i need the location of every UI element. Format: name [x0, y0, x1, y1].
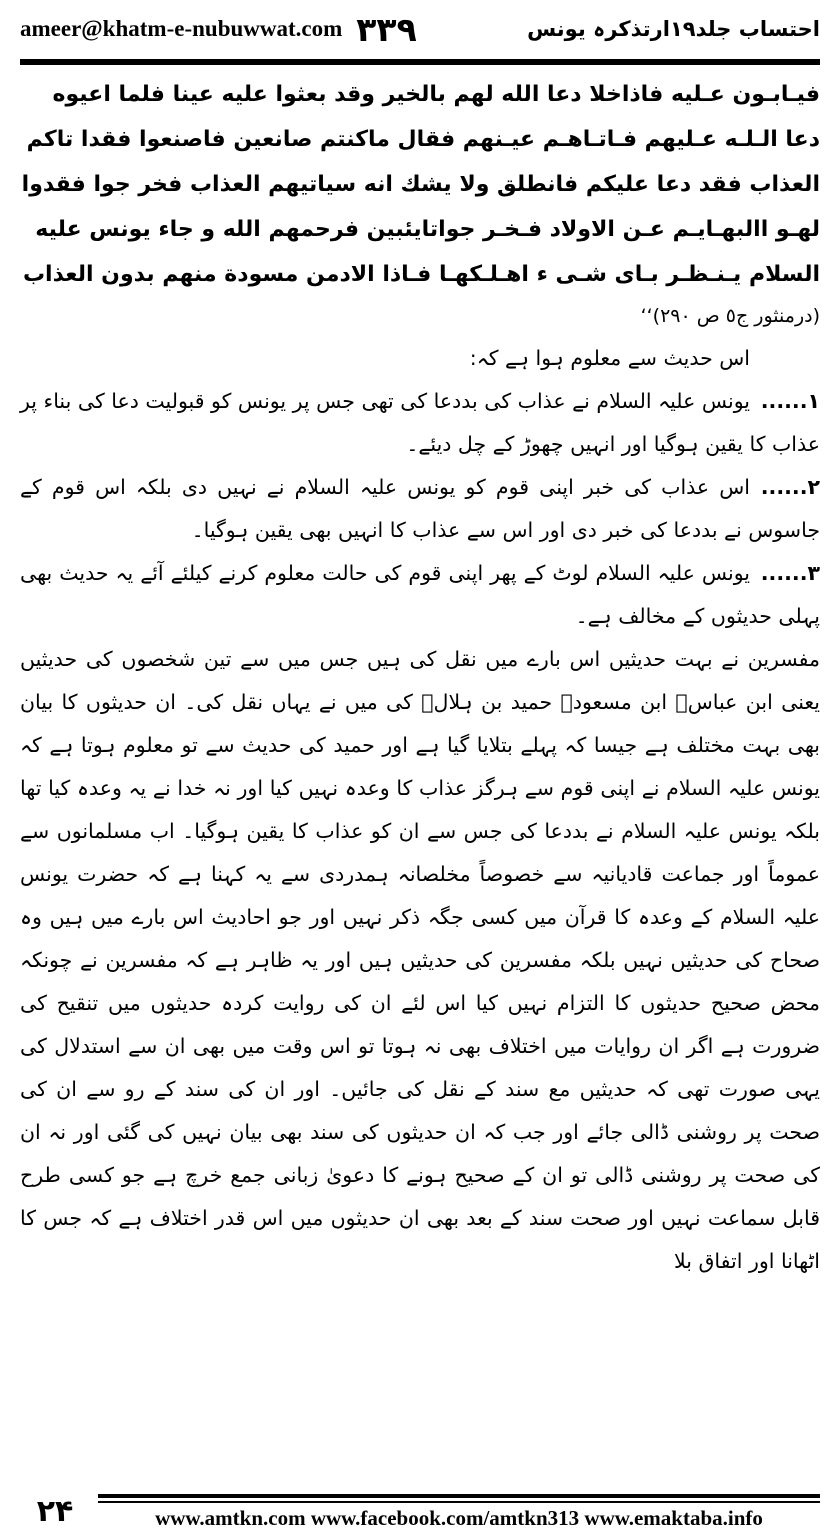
arabic-line: فيـابـون عـليه فاذاخلا دعا الله لهم بالخير وقد بعثوا عليه عينا فلما اعيوه — [52, 82, 820, 107]
point-text: یونس علیہ السلام نے عذاب کی بددعا کی تھی جس پر یونس کو قبولیت دعا کی بناء پر عذاب کا یقین ہوگیا اور انہیں چھوڑ کے چل دیئے۔ — [20, 389, 820, 456]
arabic-line: لهـو االبهـايـم عـن الاولاد فـخـر جواتايئبين فرحمهم الله و جاء يونس عليه — [35, 217, 820, 242]
page-header — [20, 6, 820, 52]
header-page-number: ۳۳۹ — [356, 9, 417, 49]
point-number: ۳...... — [760, 561, 820, 585]
numbered-point-1 — [20, 380, 820, 466]
header-rule — [20, 59, 820, 65]
arabic-line: دعا الـلـه عـليهم فـاتـاهـم عيـنهم فقال ماكنتم صانعين فاصنعوا فقدا تاكم — [26, 127, 820, 152]
header-left-group — [20, 9, 417, 49]
numbered-point-3 — [20, 552, 820, 638]
point-text: یونس علیہ السلام لوٹ کے پھر اپنی قوم کی حالت معلوم کرنے کیلئے آئے یہ حدیث بھی پہلی حدیثوں کے مخالف ہے۔ — [20, 561, 820, 628]
arabic-line: العذاب فقد دعا عليكم فانطلق ولا يشك انه سياتيهم العذاب فخر جوا فقدوا — [21, 172, 820, 197]
running-title: احتساب جلد۱۹ارتذکرہ یونس — [527, 17, 820, 41]
point-text: اس عذاب کی خبر اپنی قوم کو یونس علیہ السلام نے نہیں دی بلکہ اس قوم کے جاسوس نے بددعا کی خبر دی اور اس سے عذاب کا انہیں بھی یقین ہوگیا۔ — [20, 475, 820, 542]
page-footer — [20, 1492, 820, 1532]
footer-rule-thin — [98, 1501, 820, 1503]
page-content — [20, 72, 820, 1283]
footer-page-number: ۲۴ — [36, 1494, 74, 1529]
header-email[interactable]: ameer@khatm-e-nubuwwat.com — [20, 16, 343, 41]
numbered-point-2 — [20, 466, 820, 552]
urdu-paragraph: مفسرین نے بہت حدیثیں اس بارے میں نقل کی ہیں جس میں سے تین شخصوں کی حدیثیں یعنی ابن عباسؓ ابن مسعودؓ حمید بن ہلالؒ کی میں نے یہاں نقل کی۔ ان حدیثوں کا بیان بھی بہت مختلف ہے جیسا کہ پہلے بتلایا گیا ہے اور حمید کی حدیث سے تو معلوم ہوتا ہے کہ یونس علیہ السلام نے اپنی قوم سے ہرگز عذاب کا وعدہ نہیں کیا اور نہ خدا نے یہ وعدہ کیا تھا بلکہ یونس علیہ السلام نے بددعا کی جس سے ان کو عذاب کا یقین ہوگیا۔ اب مسلمانوں سے عموماً اور جماعت قادیانیہ سے خصوصاً مخلصانہ ہمدردی سے یہ کہنا ہے کہ حضرت یونس علیہ السلام کے وعدہ کا قرآن میں کسی جگہ ذکر نہیں اور جو احادیث اس بارے میں ہیں وہ صحاح کی حدیثیں نہیں بلکہ مفسرین کی حدیثیں ہیں اور یہ ظاہر ہے کہ مفسرین نے چونکہ محض صحیح حدیثوں کا التزام نہیں کیا اس لئے ان کی روایت کردہ حدیثوں میں تنقیح کی ضرورت ہے اگر ان روایات میں اختلاف بھی نہ ہوتا تو اس وقت میں بھی ان سے استدلال کی یہی صورت تھی کہ حدیثیں مع سند کے نقل کی جائیں۔ اور ان کی سند کے رو سے ان کی صحت پر روشنی ڈالی جائے اور جب کہ ان حدیثوں کی سند بھی بیان نہیں کی گئی اور نہ ان کی صحت پر روشنی ڈالی تو ان کے صحیح ہونے کا دعویٰ زبانی جمع خرچ ہے جو کسی طرح قابل سماعت نہیں اور صحت سند کے بعد بھی ان حدیثوں میں اس قدر اختلاف ہے کہ جس کا اٹھانا اور اتفاق بلا — [20, 647, 820, 1273]
arabic-reference: (درمنثور ج٥ ص ٢٩٠)‘‘ — [640, 305, 820, 327]
point-number: ۲...... — [760, 475, 820, 499]
footer-rule — [98, 1494, 820, 1498]
point-number: ۱...... — [760, 389, 820, 413]
urdu-intro: اس حدیث سے معلوم ہوا ہے کہ: — [469, 346, 750, 370]
arabic-line: السلام يـنـظـر بـاى شـى ء اهـلـكهـا فـاذا الادمن مسودة منهم بدون العذاب — [22, 262, 820, 287]
arabic-quote — [20, 72, 820, 335]
footer-websites[interactable]: www.amtkn.com www.facebook.com/amtkn313 www.emaktaba.info — [155, 1506, 763, 1530]
